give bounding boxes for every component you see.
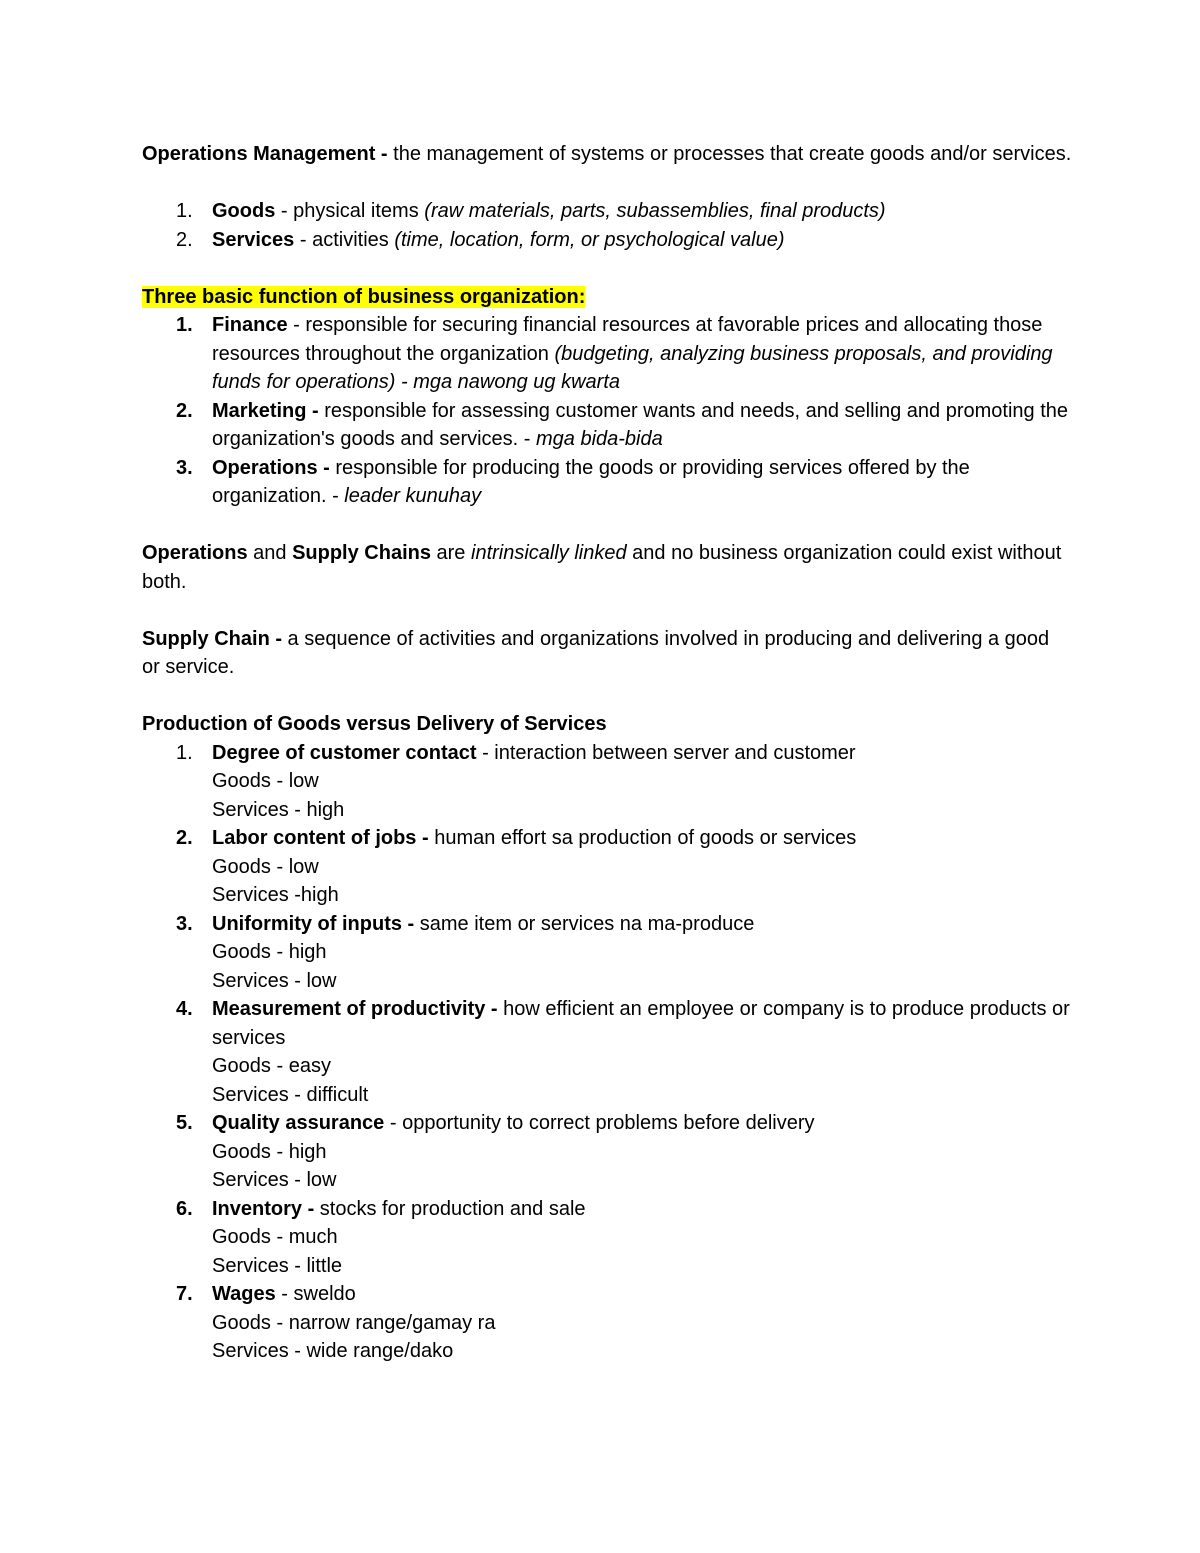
list-item xyxy=(142,824,1072,910)
list-number: 1. xyxy=(176,200,193,222)
list-description: stocks for production and sale xyxy=(314,1197,586,1220)
types-list xyxy=(142,197,1072,254)
list-separator: - physical items xyxy=(275,200,425,222)
services-line: Services - little xyxy=(212,1254,343,1277)
spacer xyxy=(142,169,1072,198)
supply-chain-term: Supply Chain - xyxy=(142,627,282,650)
list-term: Goods xyxy=(212,200,276,222)
list-number: 4. xyxy=(176,998,193,1020)
services-line: Services - low xyxy=(212,969,337,992)
linked-are: are xyxy=(430,542,471,564)
list-term: Uniformity of inputs - xyxy=(212,912,415,935)
intro-term: Operations Management - xyxy=(142,143,388,165)
list-term: Services xyxy=(212,228,295,251)
linked-rest: and no business organization could exist without both. xyxy=(142,542,1062,593)
list-italic: (budgeting, analyzing business proposals, and providing funds for operations) - mga nawong ug kwarta xyxy=(212,342,1053,393)
list-number: 2. xyxy=(176,399,193,422)
list-term: Quality assurance xyxy=(212,1112,385,1134)
services-line: Services - high xyxy=(212,798,345,821)
services-line: Services -high xyxy=(212,884,339,906)
comparison-list xyxy=(142,739,1072,1366)
list-item xyxy=(142,739,1072,825)
list-description: same item or services na ma-produce xyxy=(414,912,755,935)
spacer xyxy=(142,254,1072,283)
list-term: Labor content of jobs - xyxy=(212,827,429,849)
intro-paragraph xyxy=(142,140,1072,169)
goods-line: Goods - high xyxy=(212,1140,327,1163)
list-term: Operations - xyxy=(212,456,330,479)
list-italic: leader kunuhay xyxy=(344,485,482,507)
list-detail: (time, location, form, or psychological value) xyxy=(394,228,785,251)
goods-line: Goods - easy xyxy=(212,1055,331,1077)
spacer xyxy=(142,511,1072,540)
list-item xyxy=(142,910,1072,996)
list-number: 2. xyxy=(176,228,193,251)
list-description: - interaction between server and customer xyxy=(476,741,856,764)
goods-line: Goods - high xyxy=(212,941,327,963)
list-separator: - activities xyxy=(294,228,395,251)
list-text: responsible for assessing customer wants and needs, and selling and promoting the organization's goods and services. - xyxy=(212,399,1069,450)
list-number: 5. xyxy=(176,1112,193,1134)
list-item xyxy=(142,454,1072,511)
list-item xyxy=(142,1195,1072,1281)
list-item xyxy=(142,311,1072,397)
list-item xyxy=(142,1109,1072,1195)
list-term: Finance xyxy=(212,314,288,336)
list-number: 1. xyxy=(176,314,193,336)
list-number: 6. xyxy=(176,1197,193,1220)
spacer xyxy=(142,682,1072,711)
spacer xyxy=(142,596,1072,625)
list-text: responsible for producing the goods or providing services offered by the organization. - xyxy=(212,456,970,507)
list-item xyxy=(142,397,1072,454)
list-term: Degree of customer contact xyxy=(212,741,477,764)
list-text: - responsible for securing financial resources at favorable prices and allocating those resources throughout the organization xyxy=(212,314,1043,365)
linked-term-supply-chains: Supply Chains xyxy=(292,542,431,564)
goods-line: Goods - narrow range/gamay ra xyxy=(212,1311,496,1334)
list-number: 7. xyxy=(176,1283,193,1305)
list-number: 2. xyxy=(176,827,193,849)
comparison-heading xyxy=(142,710,1072,739)
list-description: how efficient an employee or company is to produce products or services xyxy=(212,998,1070,1049)
goods-line: Goods - low xyxy=(212,770,319,792)
list-term: Marketing - xyxy=(212,399,319,422)
services-line: Services - difficult xyxy=(212,1083,369,1106)
supply-chain-paragraph xyxy=(142,625,1072,682)
list-description: - sweldo xyxy=(275,1283,356,1305)
linked-italic: intrinsically linked xyxy=(471,542,627,564)
list-italic: mga bida-bida xyxy=(536,428,663,450)
list-description: human effort sa production of goods or services xyxy=(428,827,857,849)
services-line: Services - low xyxy=(212,1169,337,1191)
document-page xyxy=(142,140,1072,1366)
functions-heading xyxy=(142,283,1072,312)
list-detail: (raw materials, parts, subassemblies, final products) xyxy=(424,200,886,222)
linked-and: and xyxy=(247,542,293,564)
list-item xyxy=(142,226,1072,255)
section-heading: Production of Goods versus Delivery of Services xyxy=(142,713,607,735)
list-item xyxy=(142,995,1072,1109)
intro-definition: the management of systems or processes that create goods and/or services. xyxy=(387,143,1072,165)
services-line: Services - wide range/dako xyxy=(212,1340,454,1362)
list-number: 3. xyxy=(176,456,193,479)
linked-term-operations: Operations xyxy=(142,542,248,564)
list-term: Wages xyxy=(212,1283,276,1305)
goods-line: Goods - much xyxy=(212,1226,338,1248)
list-number: 1. xyxy=(176,741,193,764)
functions-list xyxy=(142,311,1072,511)
list-term: Inventory - xyxy=(212,1197,315,1220)
list-item xyxy=(142,1280,1072,1366)
list-number: 3. xyxy=(176,912,193,935)
highlighted-heading: Three basic function of business organization: xyxy=(142,285,586,308)
list-term: Measurement of productivity - xyxy=(212,998,498,1020)
list-item xyxy=(142,197,1072,226)
supply-chain-definition: a sequence of activities and organizations involved in producing and delivering a good or service. xyxy=(142,627,1050,678)
linked-paragraph xyxy=(142,539,1072,596)
goods-line: Goods - low xyxy=(212,855,319,878)
list-description: - opportunity to correct problems before delivery xyxy=(384,1112,815,1134)
